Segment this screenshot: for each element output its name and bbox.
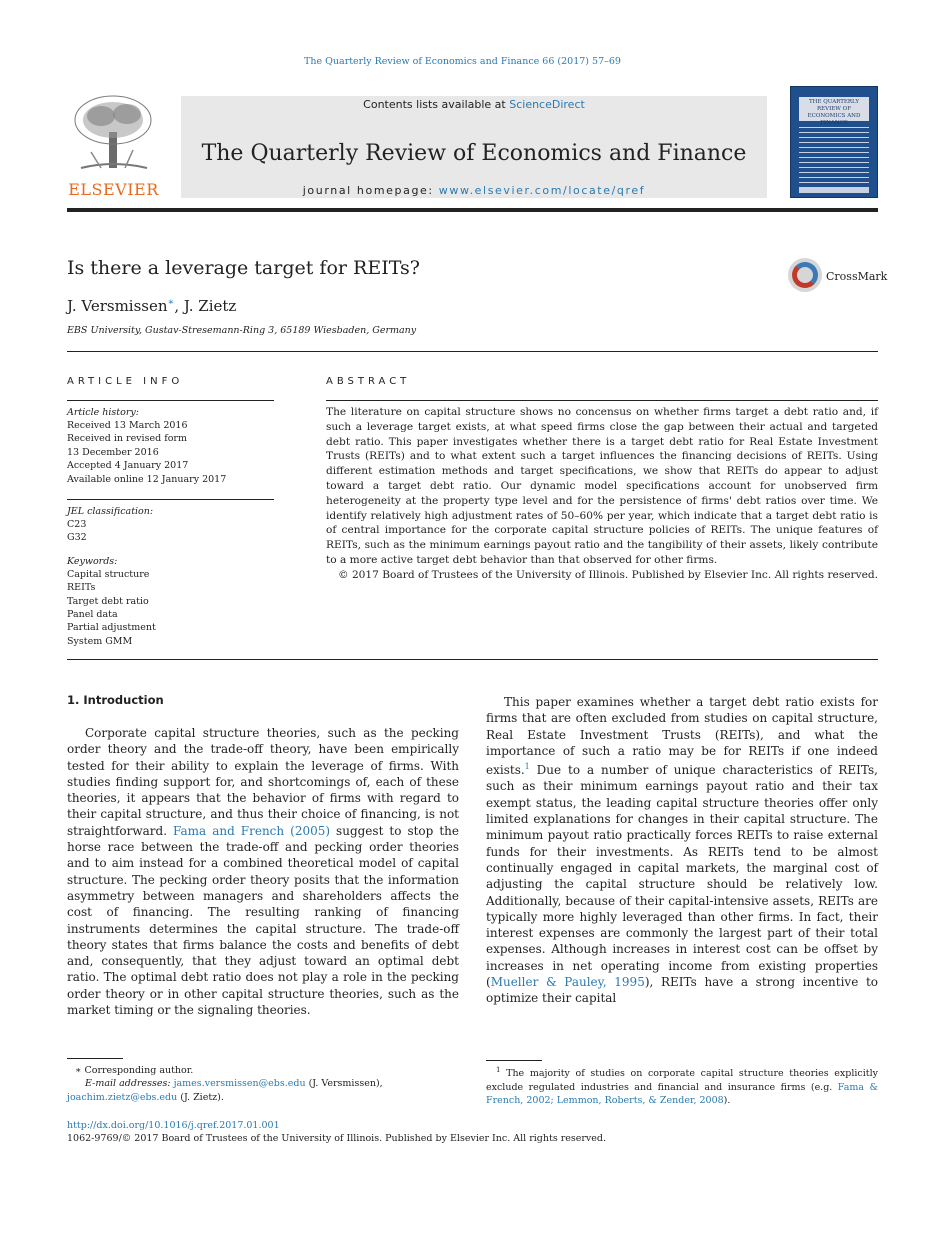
email-link[interactable]: joachim.zietz@ebs.edu (67, 1091, 178, 1103)
masthead (67, 86, 878, 199)
paragraph-text: Corporate capital structure theories, such as the pecking order theory and the trade-off theory, have been empirically tested for their ability to explain the leverage of firms. With studies finding support for, and shortcomings of, each of these theories, it appears that the behavior of firms with regard to their capital structure, and thus their choice of financing, is not straightforward. (67, 726, 459, 838)
elsevier-logo[interactable] (67, 86, 160, 199)
journal-banner (181, 96, 767, 198)
crossmark-badge[interactable] (788, 258, 888, 294)
divider (326, 400, 878, 401)
doi-block (67, 1119, 878, 1146)
keyword: REITs (67, 582, 96, 594)
history-item: Available online 12 January 2017 (67, 473, 227, 485)
history-item: Received in revised form (67, 433, 187, 445)
keywords (67, 555, 274, 648)
history-item: 13 December 2016 (67, 446, 159, 458)
jel-code: G32 (67, 532, 87, 544)
footnote-mark: ∗ (75, 1065, 82, 1076)
citation-link[interactable]: Mueller & Pauley, 1995 (490, 975, 645, 990)
abstract (326, 376, 878, 583)
footnote-rule (486, 1060, 542, 1061)
body-left-column (67, 693, 459, 1018)
divider (67, 499, 274, 500)
elsevier-tree-icon (71, 92, 155, 174)
homepage-line (181, 184, 767, 197)
header-rule (67, 208, 878, 212)
author-separator: , (174, 297, 184, 315)
journal-cover-thumbnail[interactable] (790, 86, 878, 198)
author-name[interactable]: J. Versmissen (67, 297, 168, 315)
footnote-number: 1 (496, 1066, 501, 1074)
email-owner: (J. Zietz). (177, 1091, 224, 1103)
abstract-heading: ABSTRACT (326, 376, 411, 387)
article-info (67, 376, 274, 656)
footnote-1 (486, 1064, 878, 1107)
contents-prefix: Contents lists available at (363, 98, 510, 111)
sciencedirect-link[interactable]: ScienceDirect (509, 98, 585, 111)
affiliation: EBS University, Gustav-Stresemann-Ring 3, 65189 Wiesbaden, Germany (67, 325, 417, 336)
body-paragraph (67, 725, 459, 1018)
abstract-text: The literature on capital structure shows no concensus on whether firms target a debt ratio and, if such a leverage target exists, at what speed firms close the gap between their actual and targeted debt ratio. This paper investigates whether there is a target debt ratio for Real Estate Investment Trusts (REITs) and to what extent such a target influences the financing decisions of REITs. Using different estimation methods and target specifications, we show that REITs do appear to adjust toward a target debt ratio. Our dynamic model specifications account for unobserved firm heterogeneity at the property type level and for the persistence of firms' debt ratios over time. We identify relatively high adjustment rates of 50–60% per year, which indicate that a target debt ratio is of central importance for the corporate capital structure policies of REITs. The unique features of REITs, such as the minimum earnings payout ratio and the tangibility of their assets, likely contribute to a more active target debt behavior than that observed for other firms. (326, 406, 878, 566)
divider (67, 659, 878, 660)
footnote-ref[interactable]: 1 (524, 762, 530, 772)
keyword: System GMM (67, 635, 133, 647)
keyword: Partial adjustment (67, 622, 156, 634)
journal-title: The Quarterly Review of Economics and Finance (201, 141, 747, 166)
article-info-heading: ARTICLE INFO (67, 376, 184, 387)
citation-link[interactable]: Fama & French, 2002; Lemmon, Roberts, & Zender, 2008 (486, 1081, 878, 1106)
cover-footer (799, 187, 869, 193)
cover-contents-lines (799, 127, 869, 185)
email-link[interactable]: james.versmissen@ebs.edu (173, 1078, 306, 1090)
footnote-text: ). (723, 1094, 731, 1106)
article-history (67, 406, 274, 486)
publisher-name: ELSEVIER (68, 180, 159, 199)
email-label: E-mail addresses: (85, 1078, 174, 1090)
article-title: Is there a leverage target for REITs? (67, 257, 420, 279)
body-right-column (486, 694, 878, 1007)
paragraph-text: This paper examines whether a target debt ratio exists for firms that are often excluded from studies on capital structure, Real Estate Investment Trusts (REITs), and what the importance of such a ratio may be for REITs if one indeed exists. (486, 695, 878, 778)
doi-link[interactable]: http://dx.doi.org/10.1016/j.qref.2017.01.001 (67, 1120, 280, 1131)
email-owner: (J. Versmissen), (305, 1078, 383, 1090)
footnote-rule (67, 1058, 123, 1059)
crossmark-label: CrossMark (826, 270, 888, 283)
footnote-text: Corresponding author. (81, 1065, 194, 1076)
homepage-prefix: journal homepage: (302, 184, 439, 197)
corresponding-author-footnote (67, 1064, 459, 1104)
paragraph-text: suggest to stop the horse race between the trade-off and pecking order theories and to aim instead for a combined theoretical model of capital structure. The pecking order theory posits that the information asymmetry between managers and shareholders affects the cost of financing. The resulting ranking of financing instruments determines the capital structure. The trade-off theory states that firms balance the costs and benefits of debt and, consequently, that they adjust toward an optimal debt ratio. The optimal debt ratio does not play a role in the pecking order theory or in other capital structure theories, such as the market timing or the signaling theories. (67, 823, 459, 1018)
author-name[interactable]: J. Zietz (183, 297, 237, 315)
abstract-copyright: © 2017 Board of Trustees of the University of Illinois. Published by Elsevier Inc. All rights reserved. (337, 568, 878, 581)
keyword: Target debt ratio (67, 595, 149, 607)
citation-link[interactable]: Fama and French (2005) (173, 823, 331, 838)
jel-code: C23 (67, 519, 87, 531)
cover-title: THE QUARTERLY REVIEW OF ECONOMICS AND FINANCE (799, 97, 869, 121)
keyword: Panel data (67, 609, 118, 621)
issn-copyright: 1062-9769/© 2017 Board of Trustees of the University of Illinois. Published by Elsevier Inc. All rights reserved. (67, 1133, 607, 1145)
author-list (67, 297, 236, 315)
keywords-label: Keywords: (67, 555, 118, 567)
keyword: Capital structure (67, 568, 150, 580)
section-heading: 1. Introduction (67, 693, 164, 707)
history-item: Accepted 4 January 2017 (67, 460, 189, 472)
jel-label: JEL classification: (67, 506, 154, 518)
contents-line (181, 98, 767, 111)
jel-classification (67, 505, 274, 545)
crossmark-ring (792, 262, 818, 288)
paragraph-text: Due to a number of unique characteristics of REITs, such as their minimum earnings payout ratio and their tax exempt status, the leading capital structure theories offer only limited explanations for changes in their capital structure. The minimum payout ratio practically forces REITs to raise external funds for their investments. As REITs tend to be almost continually engaged in capital markets, the marginal cost of adjusting the capital structure should be relatively low. Additionally, because of their capital-intensive assets, REITs are typically more highly leveraged than other firms. In fact, their interest expenses are commonly the largest part of their total expenses. Although increases in interest cost can be offset by increases in net operating income from existing properties ( (486, 763, 878, 990)
history-item: Received 13 March 2016 (67, 420, 188, 431)
running-head[interactable]: The Quarterly Review of Economics and Finance 66 (2017) 57–69 (304, 56, 621, 67)
paragraph-text: ), REITs have a strong incentive to optimize their capital (486, 975, 879, 1006)
crossmark-icon (788, 258, 822, 292)
corresponding-author-mark[interactable]: ∗ (167, 297, 175, 308)
homepage-link[interactable]: www.elsevier.com/locate/qref (438, 184, 646, 197)
history-label: Article history: (67, 407, 139, 418)
body-paragraph (486, 694, 878, 1007)
footnote-text: The majority of studies on corporate capital structure theories explicitly exclude regulated industries and financial and insurance firms (e.g. (486, 1068, 878, 1093)
divider (67, 400, 274, 401)
divider (67, 351, 878, 352)
